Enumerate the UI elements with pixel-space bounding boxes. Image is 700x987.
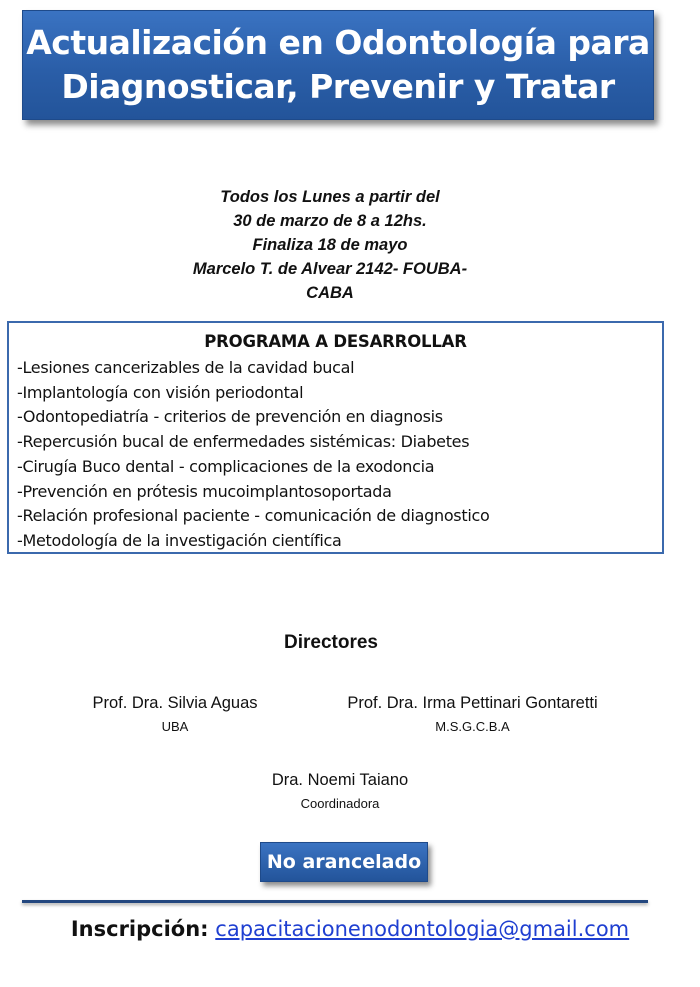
program-title: PROGRAMA A DESARROLLAR: [204, 332, 467, 351]
person-affiliation: UBA: [161, 719, 189, 734]
program-box: [7, 321, 664, 554]
program-item: -Lesiones cancerizables de la cavidad bucal: [17, 358, 355, 377]
schedule-info: [140, 185, 520, 305]
program-item: -Cirugía Buco dental - complicaciones de la exodoncia: [17, 456, 435, 476]
title-line-2: Diagnosticar, Prevenir y Tratar: [61, 67, 615, 106]
divider-line: [22, 900, 648, 903]
schedule-line: Finaliza 18 de mayo: [252, 236, 408, 254]
coordinator-noemi-taiano: [240, 771, 440, 811]
schedule-line: Todos los Lunes a partir del: [220, 188, 440, 206]
inscription-line: [0, 917, 700, 941]
program-item: -Metodología de la investigación científica: [17, 530, 342, 550]
directors-title: Directores: [284, 632, 378, 653]
schedule-line: CABA: [306, 284, 354, 302]
director-irma-pettinari: [310, 694, 635, 734]
program-item: -Prevención en prótesis mucoimplantosoportada: [17, 481, 392, 501]
person-name: Dra. Noemi Taiano: [271, 771, 409, 789]
schedule-line: Marcelo T. de Alvear 2142- FOUBA-: [192, 260, 468, 278]
director-silvia-aguas: [65, 694, 285, 734]
program-item: -Odontopediatría - criterios de prevención en diagnosis: [17, 407, 443, 427]
title-banner: [22, 10, 654, 120]
title-line-1: Actualización en Odontología para: [26, 23, 650, 62]
inscription-label: Inscripción:: [70, 917, 209, 941]
program-item: -Relación profesional paciente - comunicación de diagnostico: [17, 506, 490, 526]
person-name: Prof. Dra. Silvia Aguas: [92, 694, 258, 712]
email-link[interactable]: capacitacionenodontologia@gmail.com: [215, 917, 630, 941]
schedule-line: 30 de marzo de 8 a 12hs.: [233, 212, 427, 230]
person-affiliation: Coordinadora: [300, 796, 380, 811]
person-affiliation: M.S.G.C.B.A: [435, 719, 510, 734]
program-item: -Repercusión bucal de enfermedades sistémicas: Diabetes: [17, 432, 470, 452]
program-list: [9, 356, 662, 554]
program-item: -Implantología con visión periodontal: [17, 382, 304, 402]
no-fee-badge: No arancelado: [260, 842, 428, 882]
person-name: Prof. Dra. Irma Pettinari Gontaretti: [347, 694, 598, 712]
